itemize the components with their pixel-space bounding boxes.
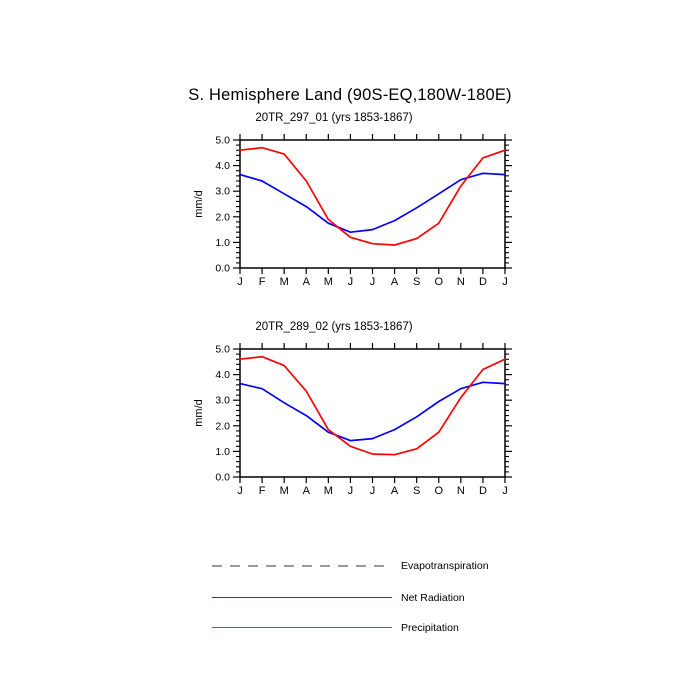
month-label: A xyxy=(302,276,310,288)
month-label: M xyxy=(323,485,333,497)
y-tick-label: 1.0 xyxy=(215,445,230,458)
month-label: J xyxy=(369,276,376,288)
month-label: D xyxy=(478,485,487,497)
month-label: S xyxy=(412,485,421,497)
month-label: J xyxy=(237,276,243,288)
month-label: O xyxy=(434,485,444,497)
month-label: N xyxy=(456,276,465,288)
month-label: N xyxy=(456,485,465,497)
chart-2-y-axis-label: mm/d xyxy=(193,399,205,427)
legend-label-evapotranspiration: Evapotranspiration xyxy=(401,560,489,572)
chart-2-title: 20TR_289_02 (yrs 1853-1867) xyxy=(255,321,413,333)
month-label: S xyxy=(412,276,421,288)
month-label: D xyxy=(478,276,487,288)
series-line-precipitation xyxy=(240,357,505,455)
month-label: J xyxy=(502,485,508,497)
chart-1-plot xyxy=(185,125,520,300)
month-label: J xyxy=(502,276,508,288)
month-label: M xyxy=(279,276,289,288)
legend-line-precipitation-icon xyxy=(212,627,392,628)
series-line-net-radiation xyxy=(240,173,505,232)
month-label: J xyxy=(347,276,354,288)
plot-frame xyxy=(240,349,505,477)
legend-label-precipitation: Precipitation xyxy=(401,622,459,634)
month-label: M xyxy=(279,485,289,497)
chart-1-title: 20TR_297_01 (yrs 1853-1867) xyxy=(255,112,413,124)
y-tick-label: 2.0 xyxy=(215,211,230,224)
month-label: J xyxy=(347,485,354,497)
page-title: S. Hemisphere Land (90S-EQ,180W-180E) xyxy=(188,86,512,104)
y-tick-label: 3.0 xyxy=(215,185,230,198)
month-label: A xyxy=(390,276,399,288)
month-label: O xyxy=(434,276,444,288)
y-tick-label: 0.0 xyxy=(215,471,230,484)
y-tick-label: 0.0 xyxy=(215,262,230,275)
plot-frame xyxy=(240,140,505,268)
month-label: F xyxy=(258,485,266,497)
y-tick-label: 4.0 xyxy=(215,369,230,382)
y-tick-label: 2.0 xyxy=(215,420,230,433)
y-tick-label: 4.0 xyxy=(215,160,230,173)
month-label: J xyxy=(237,485,243,497)
y-tick-label: 5.0 xyxy=(215,343,230,356)
legend-line-evapotranspiration-icon xyxy=(212,565,392,567)
month-label: A xyxy=(390,485,399,497)
chart-1-y-axis-label: mm/d xyxy=(193,190,205,218)
month-label: J xyxy=(369,485,376,497)
month-label: A xyxy=(302,485,310,497)
y-tick-label: 5.0 xyxy=(215,134,230,147)
month-label: F xyxy=(258,276,266,288)
y-tick-label: 1.0 xyxy=(215,236,230,249)
y-tick-label: 3.0 xyxy=(215,394,230,407)
month-label: M xyxy=(323,276,333,288)
legend-line-net-radiation-icon xyxy=(212,597,392,598)
chart-2-plot xyxy=(185,334,520,509)
legend-label-net-radiation: Net Radiation xyxy=(401,592,465,604)
